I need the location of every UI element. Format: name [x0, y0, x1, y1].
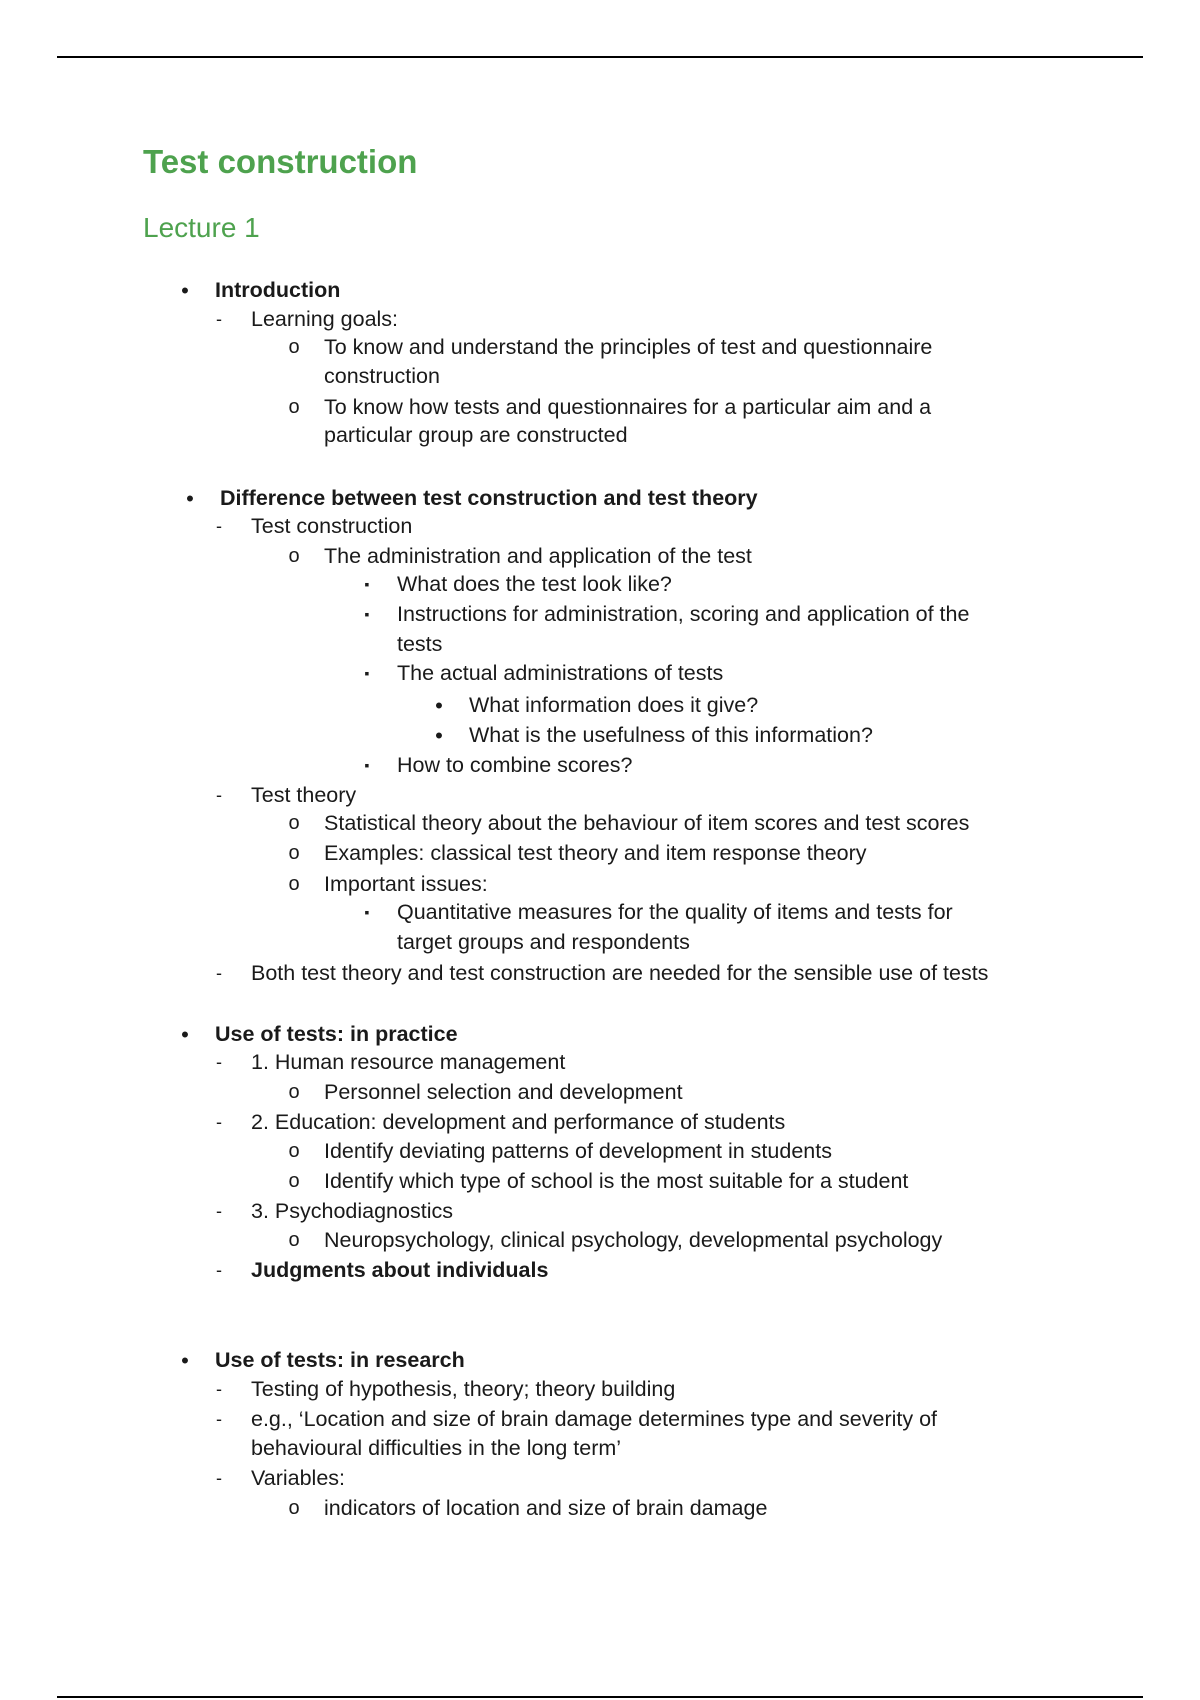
circle-marker: o — [288, 812, 300, 834]
list-item: tests — [397, 632, 443, 656]
dash-marker: - — [216, 1052, 222, 1072]
bullet-marker: • — [181, 1022, 189, 1047]
square-marker: ▪ — [364, 904, 370, 920]
list-item: e.g., ‘Location and size of brain damage determines type and severity of — [251, 1407, 938, 1431]
bullet-marker: • — [435, 723, 443, 748]
dash-marker: - — [216, 1260, 222, 1280]
list-item: Neuropsychology, clinical psychology, developmental psychology — [324, 1228, 943, 1252]
dash-marker: - — [216, 1409, 222, 1429]
list-item: Statistical theory about the behaviour of item scores and test scores — [324, 811, 970, 835]
list-item: particular group are constructed — [324, 423, 628, 447]
list-item: Learning goals: — [251, 307, 399, 331]
document-title: Test construction — [143, 143, 418, 180]
list-item: Personnel selection and development — [324, 1080, 683, 1104]
list-item: Identify deviating patterns of development in students — [324, 1139, 832, 1163]
dash-marker: - — [216, 309, 222, 329]
dash-marker: - — [216, 516, 222, 536]
circle-marker: o — [288, 336, 300, 358]
list-item: target groups and respondents — [397, 930, 690, 954]
circle-marker: o — [288, 1497, 300, 1519]
dash-marker: - — [216, 963, 222, 983]
square-marker: ▪ — [364, 757, 370, 773]
circle-marker: o — [288, 1229, 300, 1251]
list-item: What is the usefulness of this information? — [469, 723, 873, 747]
list-item: Testing of hypothesis, theory; theory building — [251, 1377, 676, 1401]
bullet-marker: • — [181, 1348, 189, 1373]
lecture-heading: Lecture 1 — [143, 212, 260, 243]
list-item: Test construction — [251, 514, 413, 538]
dash-marker: - — [216, 785, 222, 805]
list-item: Instructions for administration, scoring and application of the — [397, 602, 970, 626]
circle-marker: o — [288, 545, 300, 567]
bullet-marker: • — [181, 278, 189, 303]
list-item: To know and understand the principles of test and questionnaire — [324, 335, 933, 359]
list-item: Both test theory and test construction are needed for the sensible use of tests — [251, 961, 989, 985]
list-item: How to combine scores? — [397, 753, 633, 777]
list-item: 1. Human resource management — [251, 1050, 566, 1074]
list-item: The administration and application of the test — [324, 544, 752, 568]
circle-marker: o — [288, 842, 300, 864]
list-item: behavioural difficulties in the long term’ — [251, 1436, 622, 1460]
list-item: Test theory — [251, 783, 357, 807]
circle-marker: o — [288, 396, 300, 418]
section-heading-introduction: Introduction — [215, 278, 341, 302]
bottom-rule — [57, 1696, 1143, 1698]
square-marker: ▪ — [364, 665, 370, 681]
list-item: To know how tests and questionnaires for a particular aim and a — [324, 395, 932, 419]
dash-marker: - — [216, 1112, 222, 1132]
bullet-marker: • — [186, 486, 194, 511]
list-item: Judgments about individuals — [251, 1258, 549, 1282]
section-heading-research: Use of tests: in research — [215, 1348, 465, 1372]
list-item: Examples: classical test theory and item response theory — [324, 841, 867, 865]
square-marker: ▪ — [364, 606, 370, 622]
list-item: The actual administrations of tests — [397, 661, 724, 685]
list-item: Variables: — [251, 1466, 346, 1490]
list-item: Important issues: — [324, 872, 488, 896]
list-item: construction — [324, 364, 440, 388]
circle-marker: o — [288, 1170, 300, 1192]
list-item: 2. Education: development and performance of students — [251, 1110, 786, 1134]
dash-marker: - — [216, 1201, 222, 1221]
top-rule — [57, 56, 1143, 58]
list-item: Quantitative measures for the quality of items and tests for — [397, 900, 953, 924]
dash-marker: - — [216, 1468, 222, 1488]
square-marker: ▪ — [364, 576, 370, 592]
bullet-marker: • — [435, 693, 443, 718]
list-item: What does the test look like? — [397, 572, 672, 596]
circle-marker: o — [288, 873, 300, 895]
list-item: What information does it give? — [469, 693, 759, 717]
list-item: 3. Psychodiagnostics — [251, 1199, 453, 1223]
circle-marker: o — [288, 1140, 300, 1162]
section-heading-practice: Use of tests: in practice — [215, 1022, 458, 1046]
dash-marker: - — [216, 1379, 222, 1399]
section-heading-difference: Difference between test construction and test theory — [220, 486, 758, 510]
list-item: Identify which type of school is the most suitable for a student — [324, 1169, 909, 1193]
list-item: indicators of location and size of brain damage — [324, 1496, 768, 1520]
circle-marker: o — [288, 1081, 300, 1103]
